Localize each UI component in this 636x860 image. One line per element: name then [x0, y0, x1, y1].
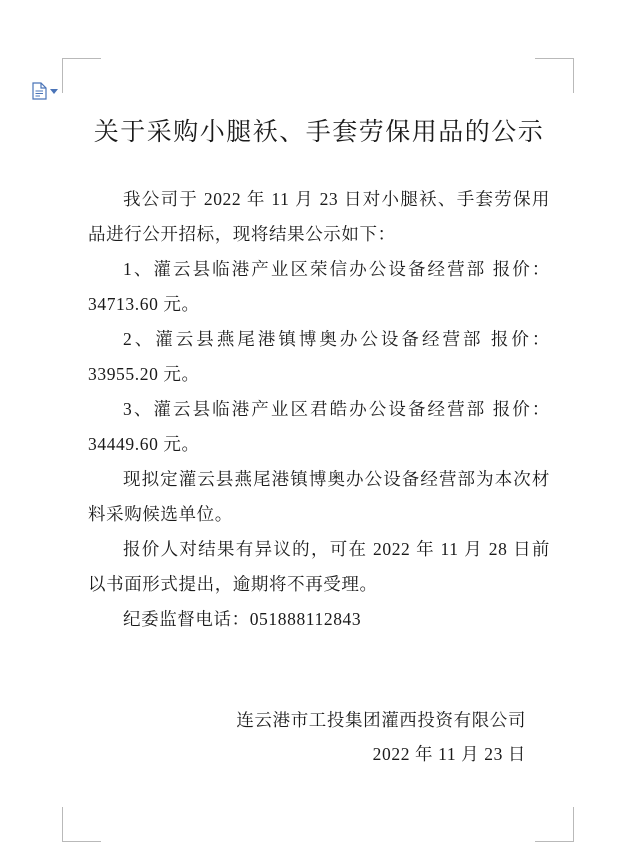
chevron-down-icon[interactable] [50, 89, 58, 94]
paragraph: 1、灌云县临港产业区荣信办公设备经营部 报价：34713.60 元。 [88, 259, 550, 314]
document-body [88, 96, 550, 771]
paragraph: 2、灌云县燕尾港镇博奥办公设备经营部 报价：33955.20 元。 [88, 329, 550, 384]
document-icon-control[interactable] [32, 82, 58, 100]
document-icon[interactable] [32, 82, 47, 100]
paragraph: 纪委监督电话：051888112843 [123, 609, 362, 629]
signature-company: 连云港市工投集团灌西投资有限公司 [236, 710, 526, 730]
paragraph: 3、灌云县临港产业区君皓办公设备经营部 报价：34449.60 元。 [88, 399, 550, 454]
paragraph: 现拟定灌云县燕尾港镇博奥办公设备经营部为本次材料采购候选单位。 [88, 469, 550, 524]
page-title: 关于采购小腿袄、手套劳保用品的公示 [93, 119, 545, 146]
paragraph: 报价人对结果有异议的，可在 2022 年 11 月 28 日前以书面形式提出，逾期将不再受理。 [88, 539, 550, 594]
paragraph: 我公司于 2022 年 11 月 23 日对小腿袄、手套劳保用品进行公开招标，现将结果公示如下： [88, 189, 550, 244]
crop-mark-top-left [62, 58, 101, 93]
document-paragraphs [88, 182, 550, 637]
crop-mark-bottom-left [62, 807, 101, 842]
signature-block [88, 703, 550, 771]
crop-mark-bottom-right [535, 807, 574, 842]
signature-date: 2022 年 11 月 23 日 [372, 744, 526, 764]
crop-mark-top-right [535, 58, 574, 93]
